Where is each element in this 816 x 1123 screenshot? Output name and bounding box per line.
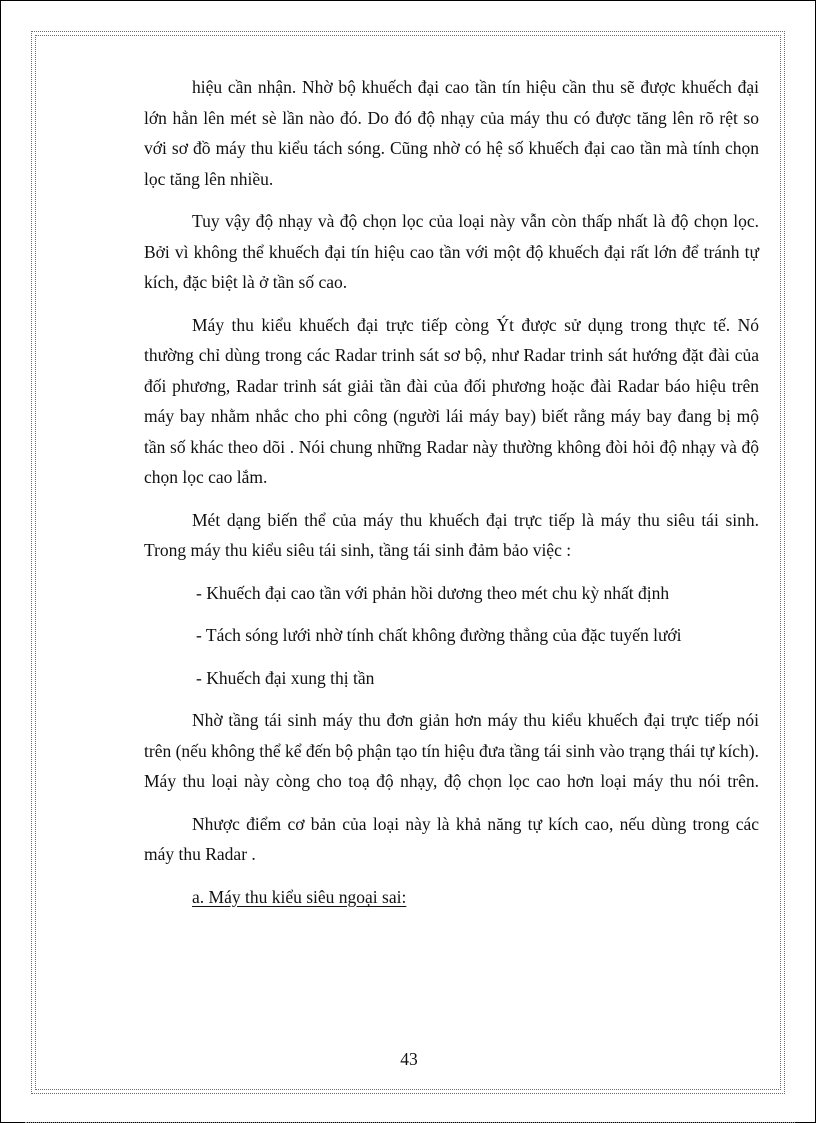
section-heading-text: a. Máy thu kiểu siêu ngoại sai: [192, 886, 407, 907]
section-heading [144, 882, 759, 913]
list-item: - Khuếch đại cao tần với phản hồi dương theo mét chu kỳ nhất định [196, 582, 670, 603]
paragraph-continuation: hiệu cần nhận. Nhờ bộ khuếch đại cao tần tín hiệu cần thu sẽ được khuếch đại lớn hẳn lên mét sè lần nào đó. Do đó độ nhạy của máy thu có được tăng lên rõ rệt so với sơ đồ máy thu kiểu tách sóng. Cũng nhờ có hệ số khuếch đại cao tần mà tính chọn lọc tăng lên nhiều. [144, 77, 759, 189]
paragraph: Nhược điểm cơ bản của loại này là khả năng tự kích cao, nếu dùng trong các máy thu Radar . [144, 813, 759, 864]
paragraph: Nhờ tầng tái sinh máy thu đơn giản hơn máy thu kiểu khuếch đại trực tiếp nói trên (nếu không thể kể đến bộ phận tạo tín hiệu đưa tầng tái sinh vào trạng thái tự kích). Máy thu loại này còng cho toạ độ nhạy, độ chọn lọc cao hơn loại máy thu nói trên. [144, 710, 759, 791]
paragraph: Mét dạng biến thể của máy thu khuếch đại trực tiếp là máy thu siêu tái sinh. Trong máy thu kiểu siêu tái sinh, tầng tái sinh đảm bảo việc : [144, 509, 759, 560]
body-text [144, 72, 759, 924]
page-number: 43 [400, 1049, 418, 1069]
list-item: - Khuếch đại xung thị tần [196, 667, 375, 688]
list-item: - Tách sóng lưới nhờ tính chất không đường thẳng của đặc tuyến lưới [196, 625, 682, 645]
paragraph: Máy thu kiểu khuếch đại trực tiếp còng Ýt được sử dụng trong thực tế. Nó thường chỉ dùng trong các Radar trinh sát sơ bộ, như Radar trinh sát hướng đặt đài của đối phương, Radar trinh sát giải tần đài của đối phương hoặc đài Radar báo hiệu trên máy bay nhằm nhắc cho phi công (người lái máy bay) biết rằng máy bay đang bị mộ tần số khác theo dõi . Nói chung những Radar này thường không đòi hỏi độ nhạy và độ chọn lọc cao lắm. [144, 314, 759, 487]
paragraph: Tuy vậy độ nhạy và độ chọn lọc của loại này vẫn còn thấp nhất là độ chọn lọc. Bởi vì không thể khuếch đại tín hiệu cao tần với một độ khuếch đại rất lớn để tránh tự kích, đặc biệt là ở tần số cao. [144, 211, 759, 292]
